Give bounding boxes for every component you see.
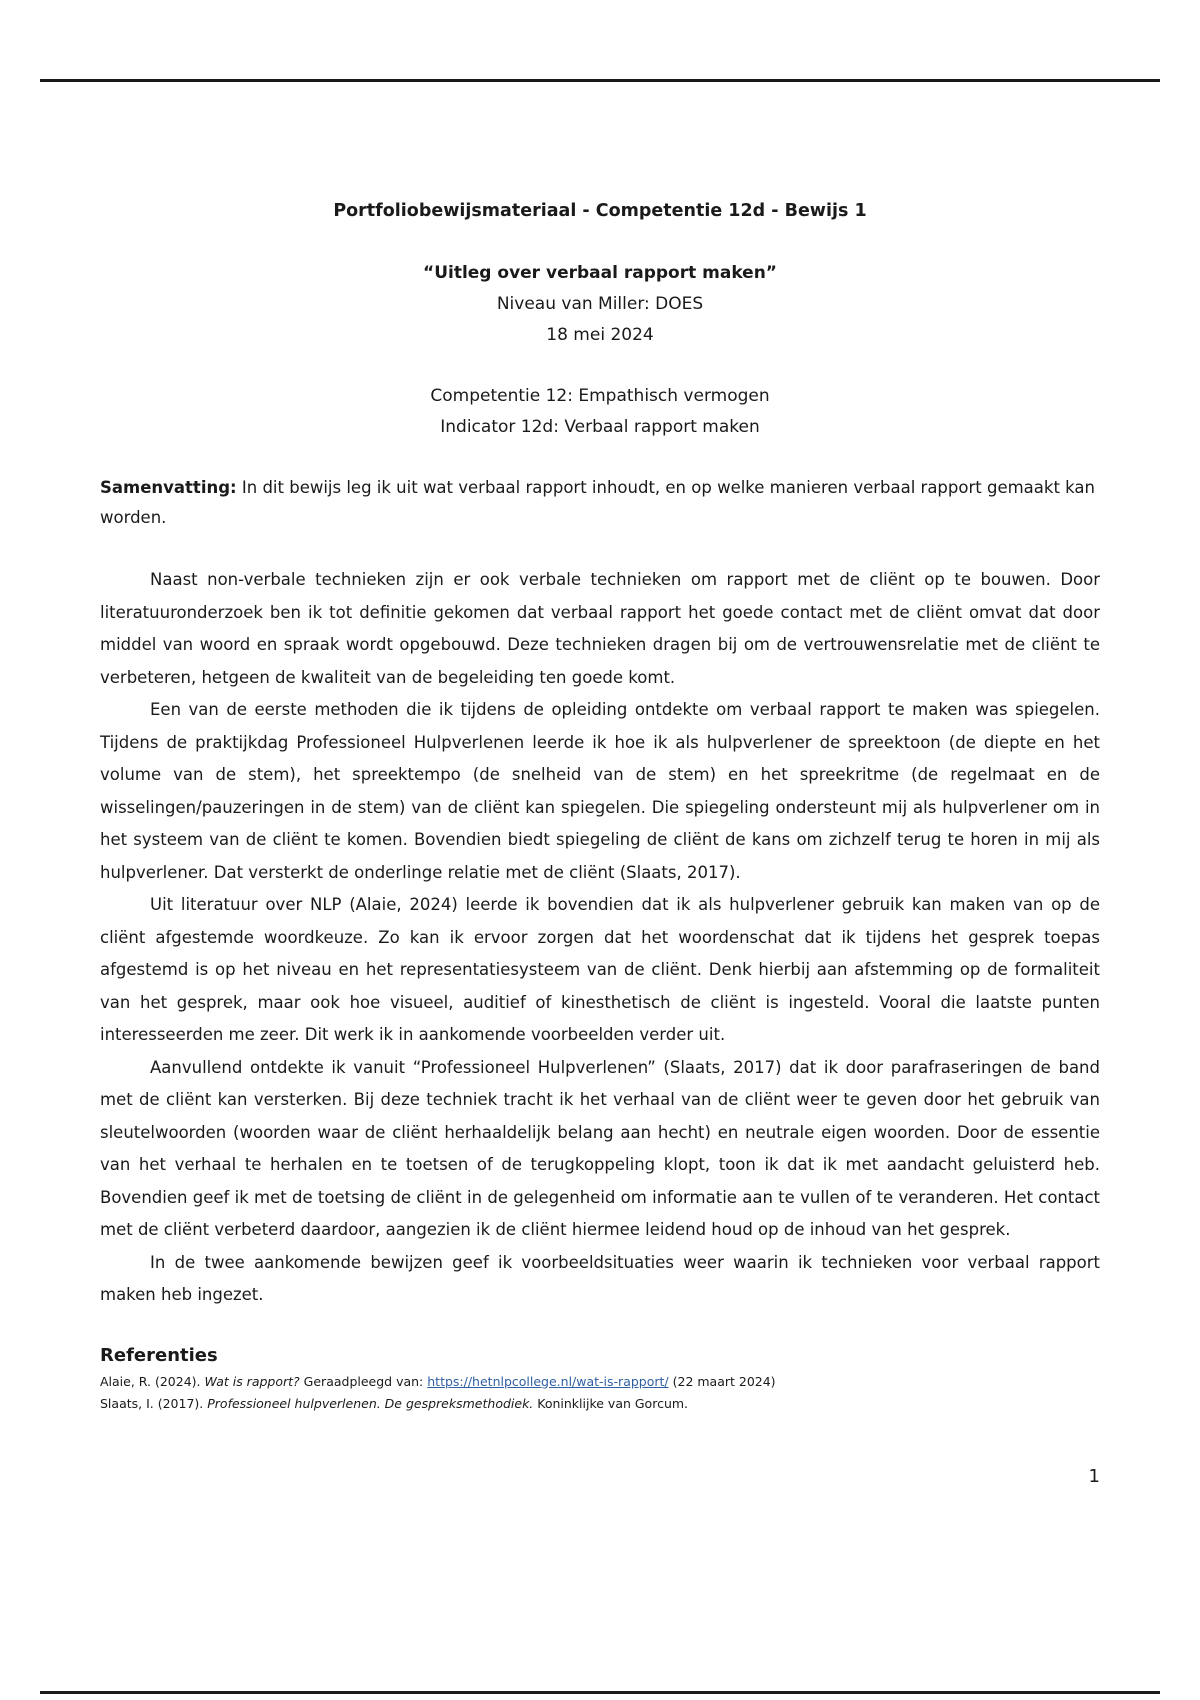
summary-label: Samenvatting: [100,478,237,497]
page-number: 1 [1088,1466,1100,1487]
reference-item [100,1393,1100,1415]
competence: Competentie 12: Empathisch vermogen [430,386,770,406]
reference-link[interactable]: https://hetnlpcollege.nl/wat-is-rapport/ [427,1373,669,1389]
summary [100,473,1100,533]
body-text [100,564,1100,1312]
paragraph: Uit literatuur over NLP (Alaie, 2024) leerde ik bovendien dat ik als hulpverlener gebruik kan maken van op de cliënt afgestemde woordkeuze. Zo kan ik ervoor zorgen dat het woordenschat dat ik tijdens het gesprek toepas afgestemd is op het niveau en het representatiesysteem van de cliënt. Denk hierbij aan afstemming op de formaliteit van het gesprek, maar ook hoe visueel, auditief of kinesthetisch de cliënt is ingesteld. Vooral die laatste punten interesseerden me zeer. Dit werk ik in aankomende voorbeelden verder uit. [100,895,1100,1044]
reference-author: Alaie, R. (2024). [100,1373,201,1389]
header-rule [40,79,1160,82]
reference-item [100,1371,1100,1393]
reference-tail: (22 maart 2024) [672,1373,776,1389]
paragraph: In de twee aankomende bewijzen geef ik voorbeeldsituaties weer waarin ik technieken voor verbaal rapport maken heb ingezet. [100,1252,1100,1304]
document-page [100,196,1100,1415]
miller-level: Niveau van Miller: DOES [496,294,704,314]
document-date: 18 mei 2024 [546,325,654,345]
reference-tail: Koninklijke van Gorcum. [537,1395,689,1411]
paragraph: Naast non-verbale technieken zijn er ook verbale technieken om rapport met de cliënt op te bouwen. Door literatuuronderzoek ben ik tot definitie gekomen dat verbaal rapport het goede contact met de cliënt omvat dat door middel van woord en spraak wordt opgebouwd. Deze technieken dragen bij om de vertrouwensrelatie met de cliënt te verbeteren, hetgeen de kwaliteit van de begeleiding ten goede komt. [100,570,1100,687]
references-heading: Referenties [100,1344,218,1366]
reference-middle: Geraadpleegd van: [303,1373,424,1389]
reference-author: Slaats, I. (2017). [100,1395,204,1411]
summary-text: In dit bewijs leg ik uit wat verbaal rapport inhoudt, en op welke manieren verbaal rapport gemaakt kan worden. [100,478,1096,527]
reference-title: Professioneel hulpverlenen. De gespreksmethodiek. [207,1395,534,1411]
footer-rule [40,1691,1160,1694]
paragraph: Een van de eerste methoden die ik tijdens de opleiding ontdekte om verbaal rapport te maken was spiegelen. Tijdens de praktijkdag Professioneel Hulpverlenen leerde ik hoe ik als hulpverlener de spreektoon (de diepte en het volume van de stem), het spreektempo (de snelheid van de stem) en het spreekritme (de regelmaat en de wisselingen/pauzeringen in de stem) van de cliënt kan spiegelen. Die spiegeling ondersteunt mij als hulpverlener om in het systeem van de cliënt te komen. Bovendien biedt spiegeling de cliënt de kans om zichzelf terug te horen in mij als hulpverlener. Dat versterkt de onderlinge relatie met de cliënt (Slaats, 2017). [100,700,1100,882]
indicator: Indicator 12d: Verbaal rapport maken [440,417,760,437]
paragraph: Aanvullend ontdekte ik vanuit “Professioneel Hulpverlenen” (Slaats, 2017) dat ik door parafraseringen de band met de cliënt kan versterken. Bij deze techniek tracht ik het verhaal van de cliënt weer te geven door het gebruik van sleutelwoorden (woorden waar de cliënt herhaaldelijk belang aan hecht) en neutrale eigen woorden. Door de essentie van het verhaal te herhalen en te toetsen of de terugkoppeling klopt, toon ik dat ik met aandacht geluisterd heb. Bovendien geef ik met de toetsing de cliënt in de gelegenheid om informatie aan te vullen of te veranderen. Het contact met de cliënt verbeterd daardoor, aangezien ik de cliënt hiermee leidend houd op de inhoud van het gesprek. [100,1057,1100,1239]
reference-title: Wat is rapport? [204,1373,300,1389]
title-block [100,196,1100,443]
document-title: Portfoliobewijsmateriaal - Competentie 12d - Bewijs 1 [333,201,867,221]
document-subtitle: “Uitleg over verbaal rapport maken” [423,263,777,283]
